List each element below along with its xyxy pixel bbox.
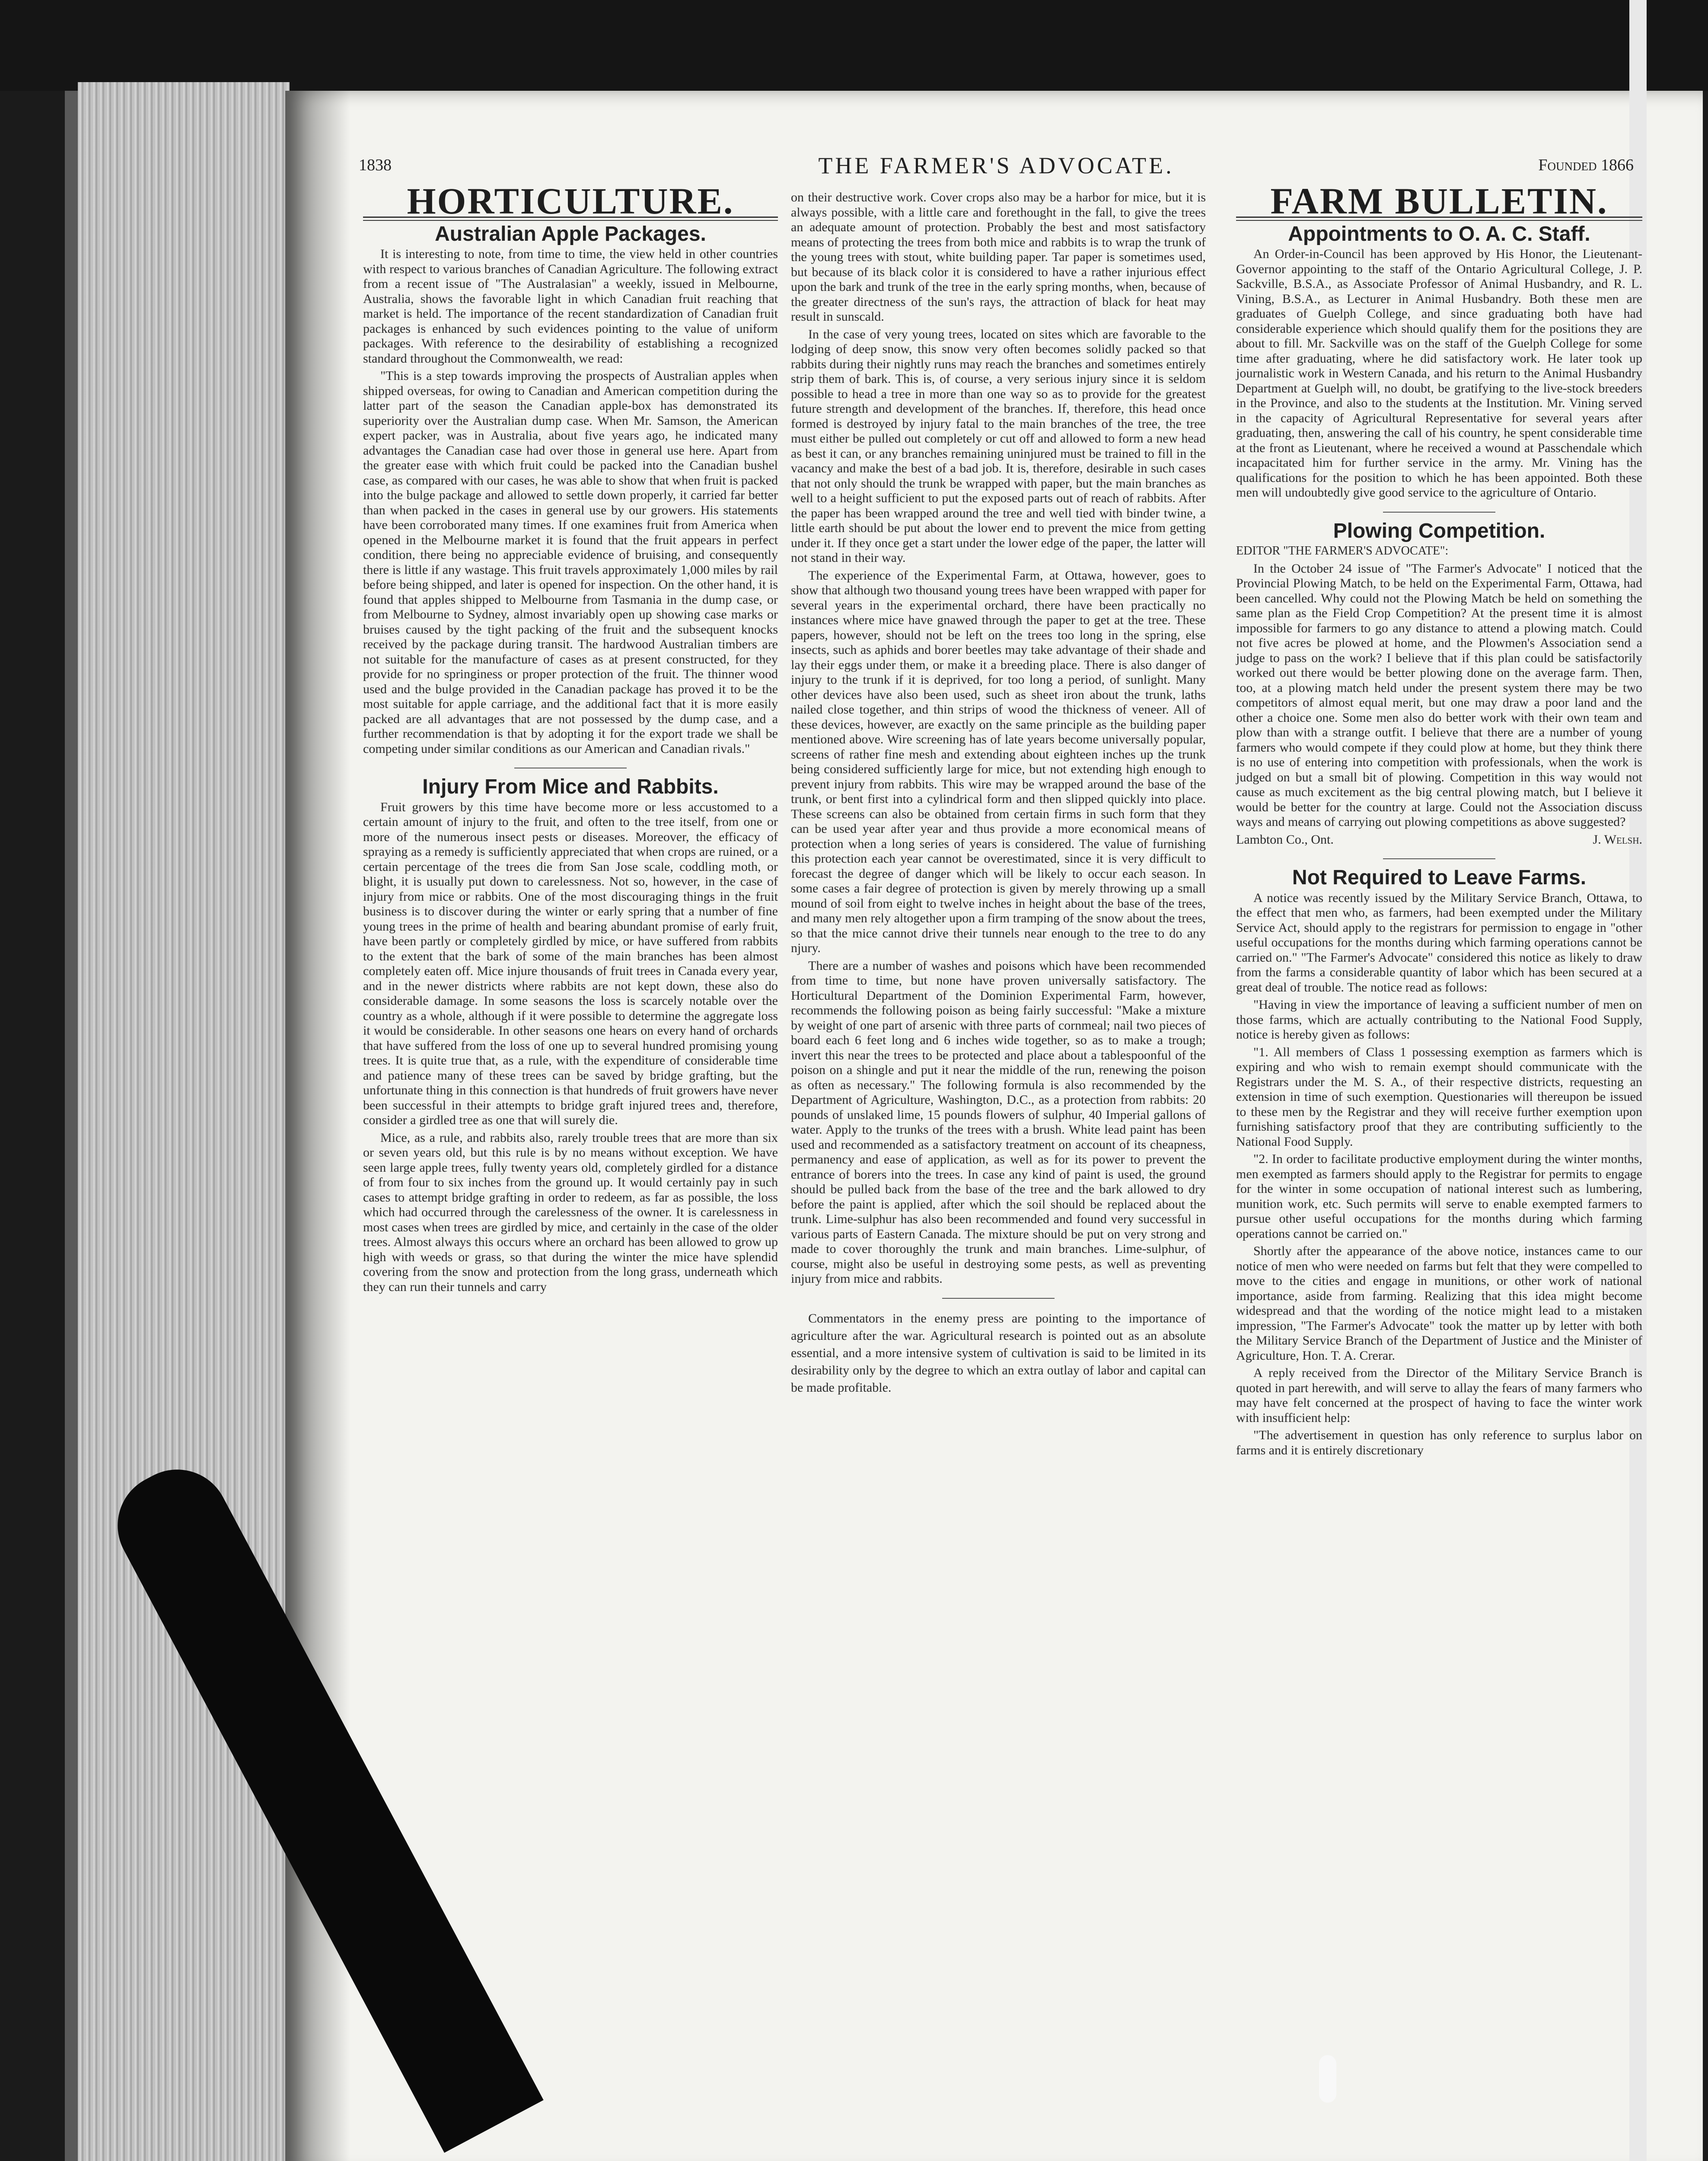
paragraph: "1. All members of Class 1 possessing exemption as farmers which is expiring and who wish to remain exempt should communicate with the Registrars under the M. S. A., of their respective districts, requesting an extension in time of such exemption. Questionaries will thereupon be issued to these men by the Registrar and they will receive further exemption upon furnishing satisfactory proof that they are contributing sufficiently to the National Food Supply. [1236,1045,1642,1149]
founded-note: Founded 1866 [1538,156,1634,174]
editor-salutation: EDITOR "THE FARMER'S ADVOCATE": [1236,544,1449,558]
book-page-edges [78,82,290,2161]
letter-signature [1236,832,1642,848]
paragraph: "This is a step towards improving the prospects of Australian apples when shipped overseas, for owing to Canadian and American competition during the latter part of the season the Canadian apple-box has demonstrated its superiority over the Australian dump case. When Mr. Samson, the American expert packer, was in Australia, about five years ago, he indicated many advantages the Canadian case had over those in general use here. Apart from the greater ease with which fruit could be packed into the Canadian bushel case, as compared with our cases, he was able to show that when fruit is packed into the bulge package and allowed to settle down properly, it carried far better than when packed in the cases in general use by our growers. His statements have been corroborated many times. If one examines fruit from America when opened in the Melbourne market it is found that the fruit appears in perfect condition, there being no appreciable evidence of bruising, and consequently there is little if any wastage. This fruit travels approximately 1,000 miles by rail before being shipped, and later is opened for inspection. On the other hand, it is found that apples shipped to Melbourne from Tasmania in the dump case, or from Melbourne to Sydney, almost invariably open up showing case marks or bruises caused by the tight packing of the fruit and the subsequent knocks received by the package during transit. The hardwood Australian timbers are not suitable for the manufacture of cases as at present constructed, for they provide for no springiness or proper protection of the fruit. The thinner wood used and the bulge provided in the Canadian package has proved it to be the most suitable for apple carriage, and the additional fact that it is more easily packed are all advantages that are not possessed by the dump case, and a further recommendation is that by adopting it for the export trade we shall be competing under similar conditions as our American and Canadian rivals." [363,369,778,756]
article-title: Australian Apple Packages. [435,222,706,245]
paragraph: In the case of very young trees, located on sites which are favorable to the lodging of deep snow, this snow very often becomes solidly packed so that rabbits during their nightly runs may reach the branches and sometimes entirely strip them of bark. This is, of course, a very serious injury since it is seldom possible to head a tree in more than one way so as to provide for the greatest future strength and development of the branches. If, therefore, this head once formed is destroyed by injury fatal to the main branches of the tree, the tree must either be pulled out completely or cut off and allowed to form a new head as best it can, or any branches remaining uninjured must be trained to fill in the vacancy and make the best of a bad job. It is, therefore, desirable in such cases that not only should the trunk be wrapped with paper, but the main branches as well to a height sufficient to put the exposed parts out of reach of rabbits. After the paper has been wrapped around the tree and well tied with binder twine, a little earth should be put about the lower end to prevent the mice from getting under it. If they once get a start under the lower edge of the paper, the latter will not stand in their way. [791,327,1206,565]
divider [942,1298,1055,1299]
commentators-note: Commentators in the enemy press are pointing to the importance of agriculture after the war. Agricultural research is pointed out as an absolute essential, and a more intensive system of cultivation is said to be limited in its desirability only by the degree to which an extra outlay of labor and capital can be made profitable. [791,1311,1206,1395]
section-title-horticulture: HORTICULTURE. [407,180,734,222]
article-title: Not Required to Leave Farms. [1292,866,1587,889]
page-number: 1838 [359,156,392,174]
scan-background [0,0,1708,91]
paragraph: Fruit growers by this time have become more or less accustomed to a certain amount of injury to the fruit, and often to the tree itself, from one or more of the numerous insect pests or diseases. Moreover, the efficacy of spraying as a remedy is sufficiently appreciated that when crops are ruined, or a certain percentage of the trees die from San Jose scale, coddling moth, or blight, it is usually put down to carelessness. Not so, however, in the case of injury from mice or rabbits. One of the most discouraging things in the fruit business is to discover during the winter or early spring that a number of fine young trees in the prime of health and bearing abundant promise of early fruit, have been partly or completely girdled by mice, or have suffered from rabbits to the extent that the bark of some of the main branches has been almost completely eaten off. Mice injure thousands of fruit trees in Canada every year, and in the newer districts where rabbits are not kept down, these also do considerable damage. In some seasons the loss is scarcely notable over the country as a whole, although if it were possible to determine the aggregate loss it would be considerable. In other seasons one hears on every hand of orchards that have suffered from the loss of one up to several hundred promising young trees. It is quite true that, as a rule, with the expenditure of considerable time and patience many of these trees can be saved by bridge grafting, but the unfortunate thing in this connection is that hundreds of fruit growers have never been successful in their attempts to bridge graft injured trees and, therefore, consider a girdled tree as one that will surely die. [363,800,778,1127]
article-title: Appointments to O. A. C. Staff. [1288,222,1590,245]
paragraph: Mice, as a rule, and rabbits also, rarely trouble trees that are more than six or seven years old, but this rule is by no means without exception. We have seen large apple trees, fully twenty years old, completely girdled for a distance of from four to six inches from the ground up. It would certainly pay in such cases to attempt bridge grafting in order to redeem, as far as possible, the loss which had occurred through the carelessness of the owner. It is carelessness in most cases when trees are girdled by mice, and certainly in the case of the older trees. Almost always this occurs where an orchard has been allowed to grow up high with weeds or grass, so that during the winter the mice have splendid covering from the snow and protection from the long grass, underneath which they can run their tunnels and carry [363,1130,778,1294]
paragraph: Shortly after the appearance of the above notice, instances came to our notice of men who were needed on farms but felt that they were compelled to move to the cities and engage in munitions, or other work of national importance, aside from farming. Realizing that this idea might become widespread and that the wording of the notice might lead to a mistaken impression, "The Farmer's Advocate" took the matter up by letter with both the Military Service Branch of the Department of Justice and the Minister of Agriculture, Hon. T. A. Crerar. [1236,1244,1642,1363]
paragraph: "2. In order to facilitate productive employment during the winter months, men exempted as farmers should apply to the Registrar for permits to engage for the winter in some occupation of national interest such as lumbering, munition work, etc. Such permits will serve to enable exempted farmers to pursue other useful occupations for the months during which farming operations cannot be carried on." [1236,1152,1642,1241]
paragraph: on their destructive work. Cover crops also may be a harbor for mice, but it is always possible, with a little care and forethought in the fall, to give the trees an adequate amount of protection. Probably the best and most satisfactory means of protecting the trees from both mice and rabbits is to wrap the trunk of the young trees with stout, white building paper. Tar paper is sometimes used, but because of its black color it is considered to have a rather injurious effect upon the bark and trunk of the tree in the early spring months, when, because of the greater directness of the sun's rays, the attraction of black for heat may result in sunscald. [791,190,1206,324]
masthead: THE FARMER'S ADVOCATE. [818,153,1174,178]
paragraph: A notice was recently issued by the Military Service Branch, Ottawa, to the effect that men who, as farmers, had been exempted under the Military Service Act, should apply to the registrars for permission to engage in "other useful occupations for the months during which farming operations cannot be carried on." "The Farmer's Advocate" considered this notice as likely to draw from the farms a considerable quantity of labor which has been secured at a great deal of trouble. The notice read as follows: [1236,890,1642,994]
divider [1383,858,1495,859]
letter-location: Lambton Co., Ont. [1236,832,1334,847]
paragraph: An Order-in-Council has been approved by His Honor, the Lieutenant-Governor appointing to the staff of the Ontario Agricultural College, J. P. Sackville, B.S.A., as Associate Professor of Animal Husbandry, and R. L. Vining, B.S.A., as Lecturer in Animal Husbandry. Both these men are graduates of Guelph College, and since graduating both have had considerable experience which should qualify them for the positions they are about to fill. Mr. Sackville was on the staff of the Guelph College for some time after graduating, where he did satisfactory work. He later took up journalistic work in Western Canada, and his return to the Animal Husbandry Department at Guelph will, no doubt, be gratifying to the live-stock breeders in the Province, and also to the students at the Institution. Mr. Vining served in the capacity of Agricultural Representative for several years after graduating, then, answering the call of his country, he spent considerable time at the front as Lieutenant, where he received a wound at Passchendale which incapacitated him for further service in the army. Mr. Vining has the qualifications for the position to which he has been appointed. Both these men will undoubtedly give good service to the agriculture of Ontario. [1236,247,1642,500]
article-title: Plowing Competition. [1333,519,1545,542]
paragraph: "Having in view the importance of leaving a sufficient number of men on those farms, which are actually contributing to the National Food Supply, notice is hereby given as follows: [1236,998,1642,1042]
article-title: Injury From Mice and Rabbits. [422,775,719,798]
section-title-farm-bulletin: FARM BULLETIN. [1270,180,1608,222]
paragraph: There are a number of washes and poisons which have been recommended from time to time, but none have proven universally satisfactory. The Horticultural Department of the Dominion Experimental Farm, however, recommends the following poison as being fairly successful: "Make a mixture by weight of one part of arsenic with three parts of cornmeal; nail two pieces of board each 6 feet long and 6 inches wide together, so as to make a trough; invert this near the trees to be protected and place about a tablespoonful of the poison on a shingle and put it near the middle of the run, renewing the poison as often as necessary." The following formula is also recommended by the Department of Agriculture, Washington, D.C., as a protection from rabbits: 20 pounds of unslaked lime, 15 pounds flowers of sulphur, 40 Imperial gallons of water. Apply to the trunks of the trees with a brush. White lead paint has been used and recommended as a satisfactory treatment on account of its cheapness, permanency and ease of application, as well as for its power to prevent the entrance of borers into the trees. In case any kind of paint is used, the ground should be pulled back from the base of the tree and the bark allowed to dry before the paint is applied, after which the soil should be replaced about the trunk. Lime-sulphur has also been recommended and found very successful in various parts of Eastern Canada. The mixture should be put on very strong and made to cover thoroughly the trunk and main branches. Lime-sulphur, of course, might also be useful in destroying some pests, as well as preventing injury from mice and rabbits. [791,958,1206,1286]
paragraph: It is interesting to note, from time to time, the view held in other countries with respect to various branches of Canadian Agriculture. The following extract from a recent issue of "The Australasian" a weekly, issued in Melbourne, Australia, shows the favorable light in which Canadian fruit reaching that market is held. The importance of the recent standardization of Canadian fruit packages is enhanced by such evidences pointing to the value of uniform packages. With reference to the desirability of establishing a recognized standard throughout the Commonwealth, we read: [363,247,778,366]
paragraph: In the October 24 issue of "The Farmer's Advocate" I noticed that the Provincial Plowing Match, to be held on the Experimental Farm, Ottawa, had been cancelled. Why could not the Plowing Match be held on something the same plan as the Field Crop Competition? At the present time it is almost impossible for farmers to go any distance to attend a plowing match. Could not five acres be plowed at home, and the Plowmen's Association send a judge to pass on the work? I believe that if this plan could be satisfactorily worked out there would be better plowing done on the average farm. Then, too, at a plowing match held under the present system there may be two competitors of almost equal merit, but one may draw a poor land and the other a choice one. Some men also do better work with their own team and plow than with a strange outfit. I believe that there are a number of young farmers who would compete if they could plow at home, but they think there is no use of entering into competition with professionals, when the work is judged on but a small bit of plowing. Competition in this way would not cause as much excitement as the big central plowing match, but I believe it would be better for the country at large. Could not the Association discuss ways and means of carrying out plowing competitions as above suggested? [1236,561,1642,829]
running-header [359,153,1634,182]
binding-hole [1319,2055,1336,2103]
column-1 [363,180,778,1297]
paragraph: The experience of the Experimental Farm, at Ottawa, however, goes to show that although two thousand young trees have been wrapped with paper for several years in the experimental orchard, there have been practically no instances where mice have gnawed through the paper to get at the tree. These papers, however, should not be left on the trees too long in the spring, else insects, such as aphids and borer beetles may take advantage of their shade and lay their eggs under them, or make it a breeding place. There is also danger of injury to the trunk if it is deprived, for too long a period, of sunlight. Many other devices have also been used, such as sheet iron about the trunk, laths nailed close together, and thin strips of wood the thickness of veneer. All of these devices, however, are exactly on the same principle as the building paper mentioned above. Wire screening has of late years become universally popular, screens of rather fine mesh and extending about eighteen inches up the trunk being considered sufficiently large for mice, but not extending high enough to prevent injury from rabbits. This wire may be wrapped around the base of the trunk, or bent first into a cylindrical form and then slipped quickly into place. These screens can also be obtained from certain firms in such form that they can be used year after year and thus provide a more economical means of protection when a long series of years is considered. The value of furnishing this protection each year cannot be overestimated, since it is very difficult to forecast the degree of danger which will be likely to occur each season. In some cases a fair degree of protection is given by merely throwing up a small mound of soil from eight to twelve inches in height about the base of the trees, and many men rely altogether upon a firm tramping of the snow about the trees, so that the mice cannot drive their tunnels near enough to the tree to do any njury. [791,568,1206,955]
letter-author: J. Welsh. [1593,832,1642,847]
paragraph: "The advertisement in question has only reference to surplus labor on farms and it is entirely discretionary [1236,1428,1642,1457]
paragraph: A reply received from the Director of the Military Service Branch is quoted in part herewith, and will serve to allay the fears of many farmers who may have felt concerned at the prospect of having to face the winter work with insufficient help: [1236,1366,1642,1425]
column-3 [1236,180,1642,1460]
column-2 [791,190,1206,1399]
divider [1383,512,1495,513]
